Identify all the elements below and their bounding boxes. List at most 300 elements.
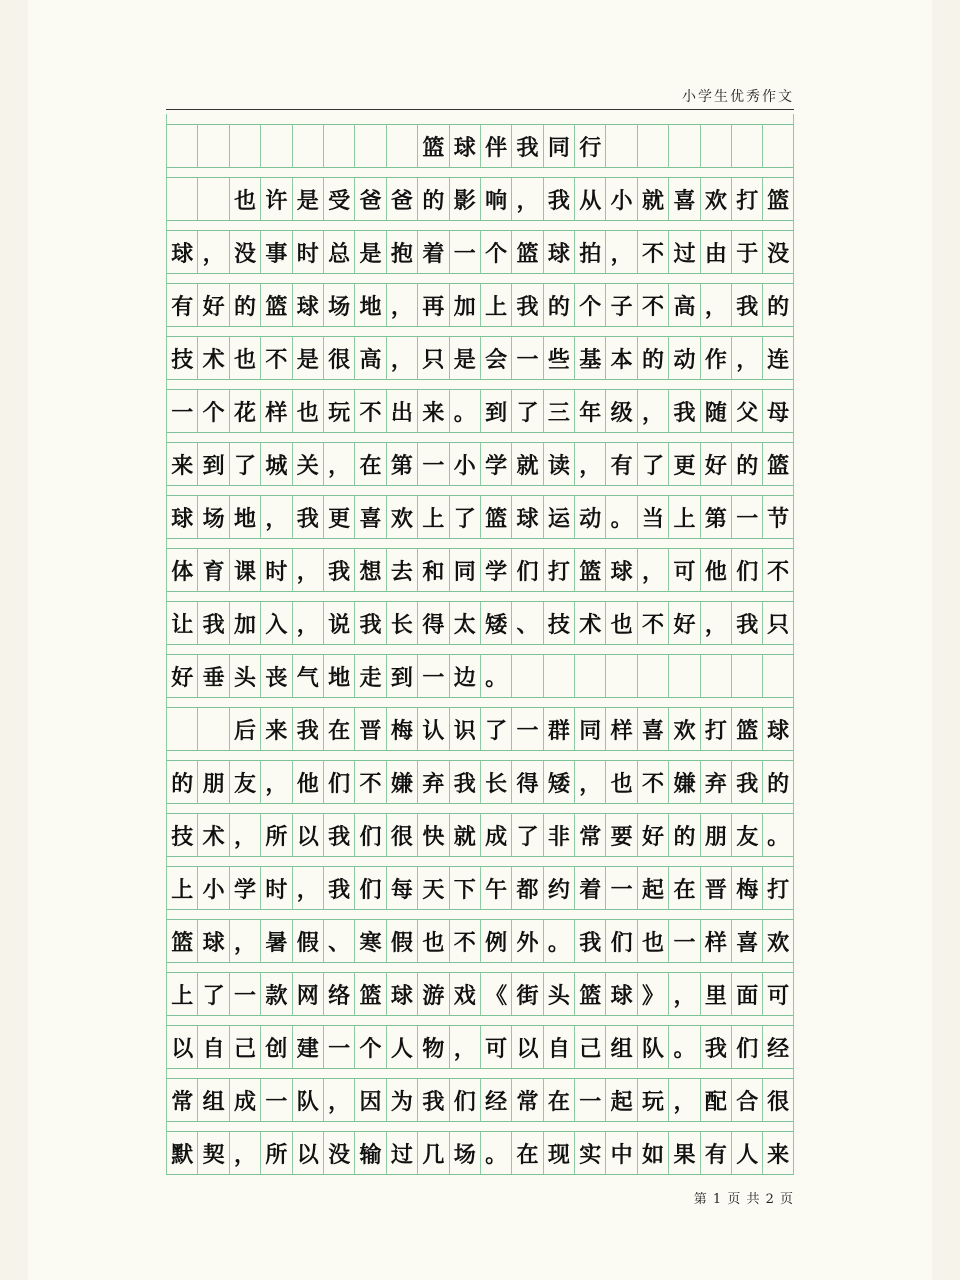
grid-cell: 技 [166, 814, 197, 856]
grid-cell: 欢 [386, 496, 417, 538]
grid-cell: 再 [417, 284, 448, 326]
grid-cell: 过 [386, 1132, 417, 1174]
grid-row [166, 962, 794, 1015]
grid-row [166, 697, 794, 750]
grid-cell: 技 [166, 337, 197, 379]
grid-row [166, 1015, 794, 1068]
grid-cell [323, 125, 354, 167]
grid-cell: 是 [292, 337, 323, 379]
grid-cell: 他 [292, 761, 323, 803]
row-gap [166, 114, 794, 124]
grid-cell: 响 [480, 178, 511, 220]
grid-cell: 快 [417, 814, 448, 856]
grid-cell: 我 [700, 1026, 731, 1068]
grid-row [166, 167, 794, 220]
grid-cell: 一 [511, 337, 542, 379]
grid-row [166, 1068, 794, 1121]
grid-cell: 自 [197, 1026, 228, 1068]
grid-cell: 节 [762, 496, 793, 538]
grid-cell: 》 [637, 973, 668, 1015]
row-cells [166, 813, 794, 857]
grid-cell: 到 [480, 390, 511, 432]
grid-cell [543, 655, 574, 697]
row-gap [166, 1015, 794, 1025]
grid-cell: 在 [668, 867, 699, 909]
grid-cell: 想 [354, 549, 385, 591]
grid-cell: 现 [543, 1132, 574, 1174]
grid-cell: 样 [605, 708, 636, 750]
grid-cell: 城 [260, 443, 291, 485]
grid-cell: 们 [731, 549, 762, 591]
grid-cell [668, 655, 699, 697]
row-gap [166, 432, 794, 442]
grid-cell: ， [197, 231, 228, 273]
grid-cell: 暑 [260, 920, 291, 962]
grid-cell: 影 [449, 178, 480, 220]
grid-cell: 第 [386, 443, 417, 485]
row-cells [166, 124, 794, 168]
grid-cell: 一 [166, 390, 197, 432]
row-gap [166, 591, 794, 601]
grid-cell: 我 [292, 708, 323, 750]
grid-cell: 群 [543, 708, 574, 750]
grid-cell: 场 [197, 496, 228, 538]
row-cells [166, 654, 794, 698]
grid-cell: 球 [449, 125, 480, 167]
grid-cell: 抱 [386, 231, 417, 273]
grid-cell: 在 [543, 1079, 574, 1121]
grid-cell: 组 [197, 1079, 228, 1121]
row-gap [166, 803, 794, 813]
grid-cell: 术 [197, 337, 228, 379]
grid-cell: 也 [292, 390, 323, 432]
grid-cell: 球 [511, 496, 542, 538]
grid-cell: 球 [166, 496, 197, 538]
grid-cell: 和 [417, 549, 448, 591]
grid-cell: 我 [323, 867, 354, 909]
grid-cell: 假 [386, 920, 417, 962]
grid-cell: 后 [229, 708, 260, 750]
grid-cell: 第 [700, 496, 731, 538]
grid-cell: 的 [762, 284, 793, 326]
grid-cell: 我 [292, 496, 323, 538]
grid-cell: 很 [386, 814, 417, 856]
grid-cell: 午 [480, 867, 511, 909]
grid-cell: 喜 [668, 178, 699, 220]
grid-cell: 有 [700, 1132, 731, 1174]
grid-cell: ， [229, 1132, 260, 1174]
grid-cell: 到 [197, 443, 228, 485]
grid-cell: 级 [605, 390, 636, 432]
grid-cell: ， [323, 1079, 354, 1121]
grid-cell: 我 [731, 602, 762, 644]
grid-cell: 是 [292, 178, 323, 220]
header-title: 小学生优秀作文 [682, 89, 794, 105]
grid-cell: 几 [417, 1132, 448, 1174]
grid-cell: 我 [197, 602, 228, 644]
grid-cell: 场 [323, 284, 354, 326]
grid-cell: ， [260, 761, 291, 803]
grid-cell: 球 [543, 231, 574, 273]
grid-cell: 学 [480, 443, 511, 485]
grid-cell [605, 655, 636, 697]
grid-cell: 们 [449, 1079, 480, 1121]
grid-cell: 们 [605, 920, 636, 962]
grid-cell: 是 [449, 337, 480, 379]
grid-cell: 是 [354, 231, 385, 273]
grid-cell: 的 [668, 814, 699, 856]
grid-cell: 一 [260, 1079, 291, 1121]
grid-cell: 在 [323, 708, 354, 750]
grid-cell: 篮 [731, 708, 762, 750]
grid-cell [229, 125, 260, 167]
grid-cell: 当 [637, 496, 668, 538]
grid-cell [166, 125, 197, 167]
grid-row [166, 379, 794, 432]
grid-cell: ， [292, 867, 323, 909]
grid-cell: 寒 [354, 920, 385, 962]
grid-cell: 合 [731, 1079, 762, 1121]
row-gap [166, 962, 794, 972]
grid-cell: 篮 [762, 443, 793, 485]
page-footer: 第 1 页 共 2 页 [693, 1192, 794, 1207]
row-gap [166, 485, 794, 495]
grid-cell [700, 125, 731, 167]
grid-cell: 篮 [260, 284, 291, 326]
grid-cell [605, 125, 636, 167]
grid-cell: 好 [668, 602, 699, 644]
grid-cell: 得 [511, 761, 542, 803]
grid-cell: 运 [543, 496, 574, 538]
grid-cell: 有 [166, 284, 197, 326]
grid-cell: 只 [417, 337, 448, 379]
grid-cell: 篮 [574, 549, 605, 591]
grid-cell: 了 [480, 708, 511, 750]
grid-row [166, 1121, 794, 1174]
grid-cell: 起 [605, 1079, 636, 1121]
grid-cell: 小 [449, 443, 480, 485]
grid-cell: ， [668, 973, 699, 1015]
grid-cell: 款 [260, 973, 291, 1015]
grid-cell: ， [511, 178, 542, 220]
grid-cell: 戏 [449, 973, 480, 1015]
row-cells [166, 1025, 794, 1069]
grid-cell: 果 [668, 1132, 699, 1174]
grid-cell: 配 [700, 1079, 731, 1121]
grid-cell: 高 [668, 284, 699, 326]
grid-cell: 我 [323, 549, 354, 591]
grid-cell: 篮 [354, 973, 385, 1015]
grid-cell: 也 [637, 920, 668, 962]
grid-cell: 梅 [386, 708, 417, 750]
grid-cell: ， [637, 549, 668, 591]
grid-cell: 事 [260, 231, 291, 273]
grid-cell: 随 [700, 390, 731, 432]
grid-cell: 。 [762, 814, 793, 856]
row-cells [166, 972, 794, 1016]
grid-cell: 上 [417, 496, 448, 538]
grid-cell: 了 [449, 496, 480, 538]
grid-cell: 爸 [354, 178, 385, 220]
grid-row [166, 644, 794, 697]
grid-cell: ， [574, 443, 605, 485]
grid-cell: ， [292, 602, 323, 644]
grid-cell: 本 [605, 337, 636, 379]
grid-cell: 走 [354, 655, 385, 697]
grid-cell: 上 [166, 867, 197, 909]
grid-cell: 、 [511, 602, 542, 644]
grid-cell: 伴 [480, 125, 511, 167]
grid-cell: 嫌 [668, 761, 699, 803]
grid-cell: 一 [574, 1079, 605, 1121]
grid-cell: 加 [229, 602, 260, 644]
row-cells [166, 389, 794, 433]
row-gap [166, 1121, 794, 1131]
row-cells [166, 760, 794, 804]
grid-cell: 时 [260, 549, 291, 591]
row-cells [166, 548, 794, 592]
grid-cell: 有 [605, 443, 636, 485]
grid-cell: 丧 [260, 655, 291, 697]
header-divider [166, 109, 794, 110]
grid-cell: 个 [480, 231, 511, 273]
grid-cell: 篮 [574, 973, 605, 1015]
grid-cell: 好 [197, 284, 228, 326]
grid-cell: 没 [229, 231, 260, 273]
grid-cell: 玩 [637, 1079, 668, 1121]
grid-row [166, 432, 794, 485]
grid-cell: 作 [700, 337, 731, 379]
grid-cell: 也 [229, 337, 260, 379]
grid-cell [668, 125, 699, 167]
grid-cell: 常 [166, 1079, 197, 1121]
grid-cell: 很 [323, 337, 354, 379]
grid-cell: 来 [166, 443, 197, 485]
grid-cell: ， [637, 390, 668, 432]
grid-cell [731, 655, 762, 697]
grid-cell: 不 [637, 602, 668, 644]
grid-cell: 好 [700, 443, 731, 485]
grid-cell: 在 [354, 443, 385, 485]
grid-cell: 很 [762, 1079, 793, 1121]
grid-cell: 朋 [700, 814, 731, 856]
grid-cell: 所 [260, 814, 291, 856]
grid-cell: 可 [480, 1026, 511, 1068]
grid-cell: 成 [480, 814, 511, 856]
grid-cell [166, 708, 197, 750]
grid-cell: 欢 [668, 708, 699, 750]
grid-cell: 下 [449, 867, 480, 909]
grid-cell: 在 [511, 1132, 542, 1174]
grid-cell: 术 [197, 814, 228, 856]
grid-cell: 由 [700, 231, 731, 273]
grid-cell: 玩 [323, 390, 354, 432]
grid-cell: 也 [229, 178, 260, 220]
grid-cell: 非 [543, 814, 574, 856]
grid-cell [731, 125, 762, 167]
grid-cell: 我 [417, 1079, 448, 1121]
grid-cell: 母 [762, 390, 793, 432]
grid-cell [511, 655, 542, 697]
grid-cell: ， [731, 337, 762, 379]
grid-cell: 样 [700, 920, 731, 962]
grid-cell: 会 [480, 337, 511, 379]
grid-cell: 默 [166, 1132, 197, 1174]
row-gap [166, 856, 794, 866]
grid-cell: 的 [762, 761, 793, 803]
grid-cell: 一 [229, 973, 260, 1015]
grid-cell: 的 [637, 337, 668, 379]
grid-cell: 我 [511, 284, 542, 326]
grid-cell: 太 [449, 602, 480, 644]
grid-cell: 为 [386, 1079, 417, 1121]
grid-cell: 。 [605, 496, 636, 538]
grid-cell: 弃 [417, 761, 448, 803]
grid-cell: 也 [605, 761, 636, 803]
grid-cell: 欢 [700, 178, 731, 220]
grid-cell: 常 [511, 1079, 542, 1121]
grid-cell: 我 [731, 284, 762, 326]
grid-cell: ， [605, 231, 636, 273]
grid-cell: 起 [637, 867, 668, 909]
grid-cell: 球 [166, 231, 197, 273]
grid-cell: 里 [700, 973, 731, 1015]
row-cells [166, 707, 794, 751]
grid-cell: 组 [605, 1026, 636, 1068]
grid-cell: 假 [292, 920, 323, 962]
grid-cell: 上 [480, 284, 511, 326]
grid-cell: 以 [292, 1132, 323, 1174]
grid-cell: 一 [417, 655, 448, 697]
grid-cell: 篮 [166, 920, 197, 962]
grid-cell: 就 [511, 443, 542, 485]
grid-cell: 晋 [700, 867, 731, 909]
row-cells [166, 1078, 794, 1122]
grid-cell: 过 [668, 231, 699, 273]
grid-cell: 、 [323, 920, 354, 962]
grid-row [166, 538, 794, 591]
row-gap [166, 273, 794, 283]
grid-cell: 年 [574, 390, 605, 432]
grid-cell: 经 [762, 1026, 793, 1068]
grid-cell: 让 [166, 602, 197, 644]
grid-cell: ， [700, 602, 731, 644]
grid-cell: 一 [323, 1026, 354, 1068]
grid-cell: 输 [354, 1132, 385, 1174]
grid-cell: 打 [731, 178, 762, 220]
grid-cell [354, 125, 385, 167]
grid-cell: 球 [292, 284, 323, 326]
grid-cell: 的 [229, 284, 260, 326]
grid-cell: 也 [605, 602, 636, 644]
grid-cell: 气 [292, 655, 323, 697]
grid-cell: 因 [354, 1079, 385, 1121]
grid-cell: 同 [543, 125, 574, 167]
grid-cell: 欢 [762, 920, 793, 962]
grid-cell: 篮 [417, 125, 448, 167]
grid-cell: 地 [354, 284, 385, 326]
grid-cell: 体 [166, 549, 197, 591]
grid-cell: 如 [637, 1132, 668, 1174]
grid-cell: 创 [260, 1026, 291, 1068]
grid-cell: 关 [292, 443, 323, 485]
grid-cell: 网 [292, 973, 323, 1015]
grid-cell: ， [229, 920, 260, 962]
grid-cell: 时 [292, 231, 323, 273]
grid-cell [637, 655, 668, 697]
grid-cell: 场 [449, 1132, 480, 1174]
grid-cell: 也 [417, 920, 448, 962]
grid-cell: 头 [229, 655, 260, 697]
grid-cell: 篮 [480, 496, 511, 538]
grid-cell: 矮 [543, 761, 574, 803]
grid-cell: 我 [668, 390, 699, 432]
grid-cell: 我 [323, 814, 354, 856]
grid-cell: 们 [731, 1026, 762, 1068]
grid-cell: 朋 [197, 761, 228, 803]
grid-cell: 些 [543, 337, 574, 379]
grid-cell: 街 [511, 973, 542, 1015]
grid-cell [197, 178, 228, 220]
grid-cell: 出 [386, 390, 417, 432]
grid-cell: 头 [543, 973, 574, 1015]
grid-cell: 得 [417, 602, 448, 644]
grid-cell: 们 [354, 814, 385, 856]
grid-cell [197, 708, 228, 750]
grid-cell: 打 [543, 549, 574, 591]
grid-cell: 。 [668, 1026, 699, 1068]
grid-cell: 就 [637, 178, 668, 220]
grid-cell: 育 [197, 549, 228, 591]
row-cells [166, 442, 794, 486]
grid-cell: 球 [762, 708, 793, 750]
grid-cell: 三 [543, 390, 574, 432]
grid-cell: 的 [731, 443, 762, 485]
grid-cell [762, 125, 793, 167]
grid-cell: 同 [449, 549, 480, 591]
grid-cell: 契 [197, 1132, 228, 1174]
grid-cell: 中 [605, 1132, 636, 1174]
row-gap [166, 644, 794, 654]
grid-cell: 技 [543, 602, 574, 644]
grid-cell: 球 [605, 973, 636, 1015]
grid-cell: 不 [637, 284, 668, 326]
row-gap [166, 538, 794, 548]
grid-cell: 晋 [354, 708, 385, 750]
grid-row [166, 803, 794, 856]
grid-cell: 我 [543, 178, 574, 220]
grid-cell: ， [229, 814, 260, 856]
grid-cell: 天 [417, 867, 448, 909]
grid-cell: 说 [323, 602, 354, 644]
grid-cell: 于 [731, 231, 762, 273]
grid-cell: 垂 [197, 655, 228, 697]
grid-cell: 己 [229, 1026, 260, 1068]
grid-cell: 不 [637, 231, 668, 273]
grid-cell: 物 [417, 1026, 448, 1068]
grid-cell: 动 [668, 337, 699, 379]
grid-row [166, 114, 794, 167]
row-cells [166, 336, 794, 380]
grid-cell: 。 [480, 1132, 511, 1174]
grid-cell: 受 [323, 178, 354, 220]
grid-cell: 实 [574, 1132, 605, 1174]
grid-cell: 人 [386, 1026, 417, 1068]
grid-cell: 我 [354, 602, 385, 644]
row-cells [166, 866, 794, 910]
grid-cell [260, 125, 291, 167]
grid-cell: 球 [386, 973, 417, 1015]
